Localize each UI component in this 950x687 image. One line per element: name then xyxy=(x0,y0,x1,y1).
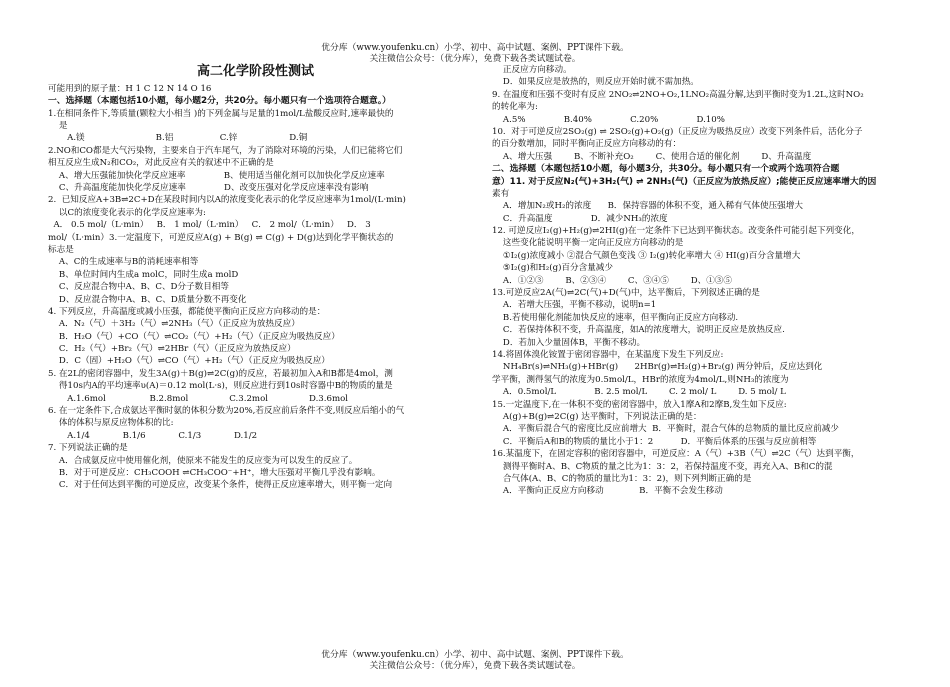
right-question-line: 9. 在温度和压强不变时有反应 2NO₂⇌2NO+O₂,1LNO₂高温分解,达到平衡时变为1.2L,这时NO₂ xyxy=(492,89,864,100)
left-question-line: A.1/4 B.1/6 C.1/3 D.1/2 xyxy=(48,430,258,441)
left-question-line: A.镁 B.铝 C.锌 D.铜 xyxy=(48,133,308,144)
right-question-line: 学平衡，测得氢气的浓度为0.5mol/L，HBr的浓度为4mol/L,则NH₃的浓度为 xyxy=(492,374,789,385)
left-question-line: B、单位时间内生成a molC，同时生成a molD xyxy=(48,269,239,280)
left-question-line: C、反应混合物中A、B、C、D分子数目相等 xyxy=(48,282,229,293)
left-question-line: 2. 已知反应A+3B⇌2C+D在某段时间内以A的浓度变化表示的化学反应速率为1mol/(L·min) xyxy=(48,195,406,206)
right-question-line: A．①②③ B、②③④ C、③④⑤ D、①③⑤ xyxy=(492,275,732,286)
right-question-line: 12. 可逆反应I₂(g)+H₂(g)⇌2HI(g)在一定条件下已达到平衡状态。改变条件可能引起下列变化， xyxy=(492,226,860,237)
left-question-line: D．C（固）+H₂O（气）⇌CO（气）+H₂（气）（正反应为吸热反应） xyxy=(48,356,330,367)
right-question-line: 15.一定温度下,在一体积不变的密闭容器中，放入1摩A和2摩B,发生如下反应: xyxy=(492,399,787,410)
right-question-line: 的百分数增加，同时平衡向正反应方向移动的有： xyxy=(492,139,682,150)
right-question-line: A．平衡后混合气的密度比反应前增大 B．平衡时，混合气体的总物质的量比反应前减少 xyxy=(492,424,839,435)
left-question-line: 7. 下列说法正确的是 xyxy=(48,443,128,454)
left-question-line: A.1.6mol B.2.8mol C.3.2mol D.3.6mol xyxy=(48,393,349,404)
right-question-line: 测得平衡时A、B、C物质的量之比为1：3：2，若保持温度不变，再充入A、B和C的混 xyxy=(492,461,833,472)
header xyxy=(0,43,950,65)
left-question-line: C、升高温度能加快化学反应速率 D、改变压强对化学反应速率没有影响 xyxy=(48,183,369,194)
left-question-line: 得10s内A的平均速率υ(A)＝0.12 mol(L·s)，则反应进行到10s时容器中B的物质的量是 xyxy=(48,381,393,392)
right-question-line: A．若增大压强，平衡不移动，说明n=1 xyxy=(492,300,657,311)
right-question-line: ①I₂(g)浓度减小 ②混合气颜色变浅 ③ I₂(g)转化率增大 ④ HI(g)百分含量增大 xyxy=(492,250,801,261)
left-question-line: 以C的浓度变化表示的化学反应速率为: xyxy=(48,207,206,218)
right-question-line: 14.将固体溴化铵置于密闭容器中，在某温度下发生下列反应: xyxy=(492,349,724,360)
right-question-line: NH₄Br(s)⇌NH₃(g)+HBr(g) 2HBr(g)⇌H₂(g)+Br₂(g) 两分钟后，反应达到化 xyxy=(492,362,823,373)
right-question-line: A．平衡向正反应方向移动 B．平衡不会发生移动 xyxy=(492,486,723,497)
footer-line-1: 优分库（www.youfenku.cn）小学、初中、高中试题、案例、PPT课件下载。 xyxy=(321,650,629,660)
right-question-line: C．平衡后A和B的物质的量比小于1：2 D．平衡后体系的压强与反应前相等 xyxy=(492,436,817,447)
right-question-line: C．升高温度 D．减少NH₃的浓度 xyxy=(492,213,668,224)
left-question-line: B．对于可逆反应：CH₃COOH ⇌CH₃COO⁻+H⁺，增大压强对平衡几乎没有影响。 xyxy=(48,468,381,478)
right-question-line: A(g)+B(g)⇌2C(g) 达平衡时，下列说法正确的是： xyxy=(492,411,702,422)
right-question-line: D．若加入少量固体B，平衡不移动。 xyxy=(492,337,646,348)
right-question-line: 13.可逆反应2A(气)⇌2C(气)+D(气)中，达平衡后，下列叙述正确的是 xyxy=(492,288,760,299)
left-question-line: A、C的生成速率与B的消耗速率相等 xyxy=(48,257,199,268)
section-1-heading: 一、选择题（本题包括10小题，每小题2分，共20分。每小题只有一个选项符合题意。） xyxy=(48,96,391,107)
right-question-line: A．0.5mol/L B. 2.5 mol/L C. 2 mol/ L D. 5 mol/ L xyxy=(492,387,786,398)
right-question-line: 正反应方向移动。 xyxy=(492,65,572,75)
right-question-line: 的转化率为: xyxy=(492,102,538,113)
left-question-line: 5. 在2L的密闭容器中，发生3A(g)＋B(g)⇌2C(g)的反应，若最初加入A和B都是4mol，测 xyxy=(48,368,393,379)
right-question-line: A．增加N₂或H₂的浓度 B．保持容器的体积不变，通入稀有气体使压强增大 xyxy=(492,201,803,212)
left-question-line: C．H₂（气）+Br₂（气）⇌2HBr（气）（正反应为放热反应） xyxy=(48,344,296,355)
right-question-line: 意）11. 对于反应N₂(气)+3H₂(气) ⇌ 2NH₃(气)（正反应为放热反应）;能使正反应速率增大的因 xyxy=(492,176,877,187)
right-column xyxy=(492,64,902,498)
left-question-line: 体的体积与原反应物体积的比: xyxy=(48,418,174,429)
left-question-line: 4. 下列反应，升高温度或减小压强，都能使平衡向正反应方向移动的是： xyxy=(48,306,326,317)
left-question-line: D、反应混合物中A、B、C、D质量分数不再变化 xyxy=(48,294,247,305)
left-question-line: 是 xyxy=(48,121,68,132)
left-question-line: A．N₂（气）＋3H₂（气）⇌2NH₃（气）（正反应为放热反应） xyxy=(48,319,300,330)
right-question-line: ⑤I₂(g)和H₂(g)百分含量减少 xyxy=(492,263,613,274)
footer xyxy=(0,650,950,672)
header-line-1: 优分库（www.youfenku.cn）小学、初中、高中试题、案例、PPT课件下载。 xyxy=(321,43,629,53)
right-question-line: 素有 xyxy=(492,188,510,199)
left-question-line: A．合成氨反应中使用催化剂，使原来不能发生的反应变为可以发生的反应了。 xyxy=(48,455,358,466)
left-question-line: C．对于任何达到平衡的可逆反应，改变某个条件，使得正反应速率增大，则平衡一定向 xyxy=(48,480,393,491)
left-column xyxy=(48,64,463,492)
right-question-line: 10. 对于可逆反应2SO₂(g) ⇌ 2SO₂(g)+O₂(g)（正反应为吸热反应）改变下列条件后，活化分子 xyxy=(492,126,863,137)
left-question-line: A、增大压强能加快化学反应速率 B、使用适当催化剂可以加快化学反应速率 xyxy=(48,170,385,181)
left-question-line: 2.NO和CO都是大气污染物，主要来自于汽车尾气，为了消除对环境的污染，人们已能将它们 xyxy=(48,145,403,156)
exam-title: 高二化学阶段性测试 xyxy=(196,64,314,79)
atomic-masses: 可能用到的原子量：H 1 C 12 N 14 O 16 xyxy=(48,83,212,94)
left-question-line: A． 0.5 mol/（L·min） B． 1 mol/（L·min） C． 2 mol/（L·min） D． 3 xyxy=(48,220,371,231)
left-question-line: 1.在相同条件下,等质量(颗粒大小相当 )的下列金属与足量的1mol/L盐酸反应时,速率最快的 xyxy=(48,108,394,119)
right-question-line: 这些变化能说明平衡一定向正反应方向移动的是 xyxy=(492,238,684,249)
right-question-line: D．如果反应是放热的，则反应开始时就不需加热。 xyxy=(492,77,699,88)
header-line-2: 关注微信公众号：（优分库），免费下载各类试题试卷。 xyxy=(369,54,581,64)
right-question-line: B.若使用催化剂能加快反应的速率，但平衡向正反应方向移动. xyxy=(492,312,739,323)
left-question-line: 标志是 xyxy=(48,244,74,255)
right-questions xyxy=(492,64,902,498)
right-question-line: C．若保持体积不变，升高温度，如A的浓度增大，说明正反应是放热反应. xyxy=(492,325,785,336)
left-questions xyxy=(48,108,463,492)
right-question-line: A、增大压强 B、不断补充O₂ C、使用合适的催化剂 D、升高温度 xyxy=(492,151,812,162)
left-question-line: B．H₂O（气）+CO（气）⇌CO₂（气）+H₂（气）（正反应为吸热反应） xyxy=(48,331,340,342)
left-question-line: mol/（L·min）3.一定温度下，可逆反应A(g) + B(g) ⇌ C(g) + D(g)达到化学平衡状态的 xyxy=(48,232,394,243)
right-question-line: 合气体(A、B、C的物质的量比为1：3：2)，则下列判断正确的是 xyxy=(492,473,752,484)
right-question-line: 二、选择题（本题包括10小题，每小题3分，共30分。每小题只有一个或两个选项符合题 xyxy=(492,164,840,175)
left-question-line: 相互反应生成N₂和CO₂，对此反应有关的叙述中不正确的是 xyxy=(48,158,274,169)
left-question-line: 6. 在一定条件下,合成氨达平衡时氨的体积分数为20%,若反应前后条件不变,则反应后缩小的气 xyxy=(48,406,405,417)
right-question-line: 16.某温度下，在固定容积的密闭容器中，可逆反应：A（气）+3B（气）⇌2C（气）达到平衡， xyxy=(492,449,860,460)
right-question-line: A.5% B.40% C.20% D.10% xyxy=(492,114,725,125)
footer-line-2: 关注微信公众号：（优分库），免费下载各类试题试卷。 xyxy=(369,661,581,671)
